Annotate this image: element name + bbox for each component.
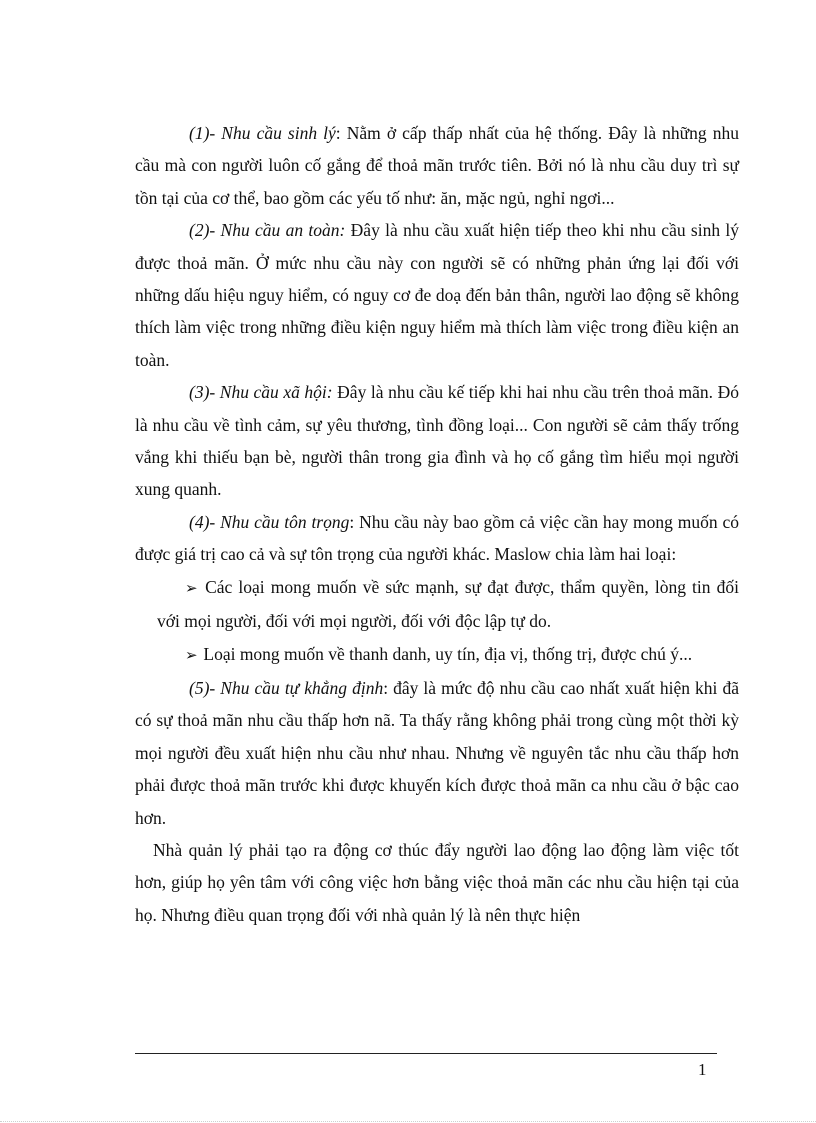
- heading-physiological-needs: (1)- Nhu cầu sinh lý: [189, 123, 336, 143]
- heading-esteem-needs: (4)- Nhu cầu tôn trọng: [189, 511, 350, 532]
- paragraph-manager-conclusion: Nhà quản lý phải tạo ra động cơ thúc đẩy người lao động lao động làm việc tốt hơn, giúp họ yên tâm với công việc hơn bằng việc thoả mãn các nhu cầu hiện tại của họ. Nhưng điều quan trọng đối với nhà quản lý là nên thực hiện: [135, 839, 739, 925]
- arrowhead-bullet-icon: ➢: [185, 647, 198, 664]
- text-physiological-needs: : Nằm ở cấp thấp nhất của hệ thống. Đây là những nhu cầu mà con người luôn cố gắng để thoả mãn trước tiên. Bởi nó là nhu cầu duy trì sự tồn tại của cơ thể, bao gồm các yếu tố như: ăn, mặc ngủ, nghỉ ngơi...: [135, 123, 739, 208]
- text-social-needs: Đây là nhu cầu kế tiếp khi hai nhu cầu trên thoả mãn. Đó là nhu cầu về tình cảm, sự yêu thương, tình đồng loại... Con người sẽ cảm thấy trống vắng khi thiếu bạn bè, người thân trong gia đình và họ cố gắng tìm hiểu mọi người xung quanh.: [135, 382, 739, 500]
- list-item: [135, 638, 739, 672]
- heading-safety-needs: (2)- Nhu cầu an toàn:: [189, 220, 346, 241]
- page-number: 1: [698, 1060, 707, 1079]
- footer-divider: [135, 1053, 717, 1054]
- paragraph-self-actualization-needs: [135, 672, 739, 834]
- page-edge-divider: [0, 1121, 816, 1122]
- list-item: [135, 571, 739, 638]
- list-item-text: Loại mong muốn về thanh danh, uy tín, địa vị, thống trị, được chú ý...: [203, 643, 693, 664]
- list-item-text: Các loại mong muốn về sức mạnh, sự đạt được, thẩm quyền, lòng tin đối với mọi người, đối với mọi người, đối với độc lập tự do.: [157, 576, 739, 632]
- heading-self-actualization-needs: (5)- Nhu cầu tự khẳng định: [189, 677, 384, 698]
- arrowhead-bullet-icon: ➢: [185, 580, 198, 597]
- document-body: [135, 117, 739, 931]
- text-safety-needs: Đây là nhu cầu xuất hiện tiếp theo khi nhu cầu sinh lý được thoả mãn. Ở mức nhu cầu này con người sẽ có những phản ứng lại đối với những dấu hiệu nguy hiểm, có nguy cơ đe doạ đến bản thân, người lao động sẽ không thích làm việc trong những điều kiện nguy hiểm mà thích làm việc trong điều kiện an toàn.: [135, 220, 739, 370]
- text-esteem-needs: : Nhu cầu này bao gồm cả việc cần hay mong muốn có được giá trị cao cả và sự tôn trọng của người khác. Maslow chia làm hai loại:: [135, 511, 739, 565]
- paragraph-esteem-needs: [135, 506, 739, 571]
- text-self-actualization-needs: : đây là mức độ nhu cầu cao nhất xuất hiện khi đã có sự thoả mãn nhu cầu thấp hơn nã. Ta thấy rằng không phải trong cùng một thời kỳ mọi người đều xuất hiện nhu cầu như nhau. Nhưng về nguyên tắc nhu cầu thấp hơn phải được thoả mãn trước khi được khuyến kích được thoả mãn ca nhu cầu ở bậc cao hơn.: [135, 677, 739, 828]
- paragraph-social-needs: [135, 376, 739, 506]
- heading-social-needs: (3)- Nhu cầu xã hội:: [189, 382, 333, 403]
- paragraph-safety-needs: [135, 214, 739, 376]
- paragraph-physiological-needs: [135, 117, 739, 214]
